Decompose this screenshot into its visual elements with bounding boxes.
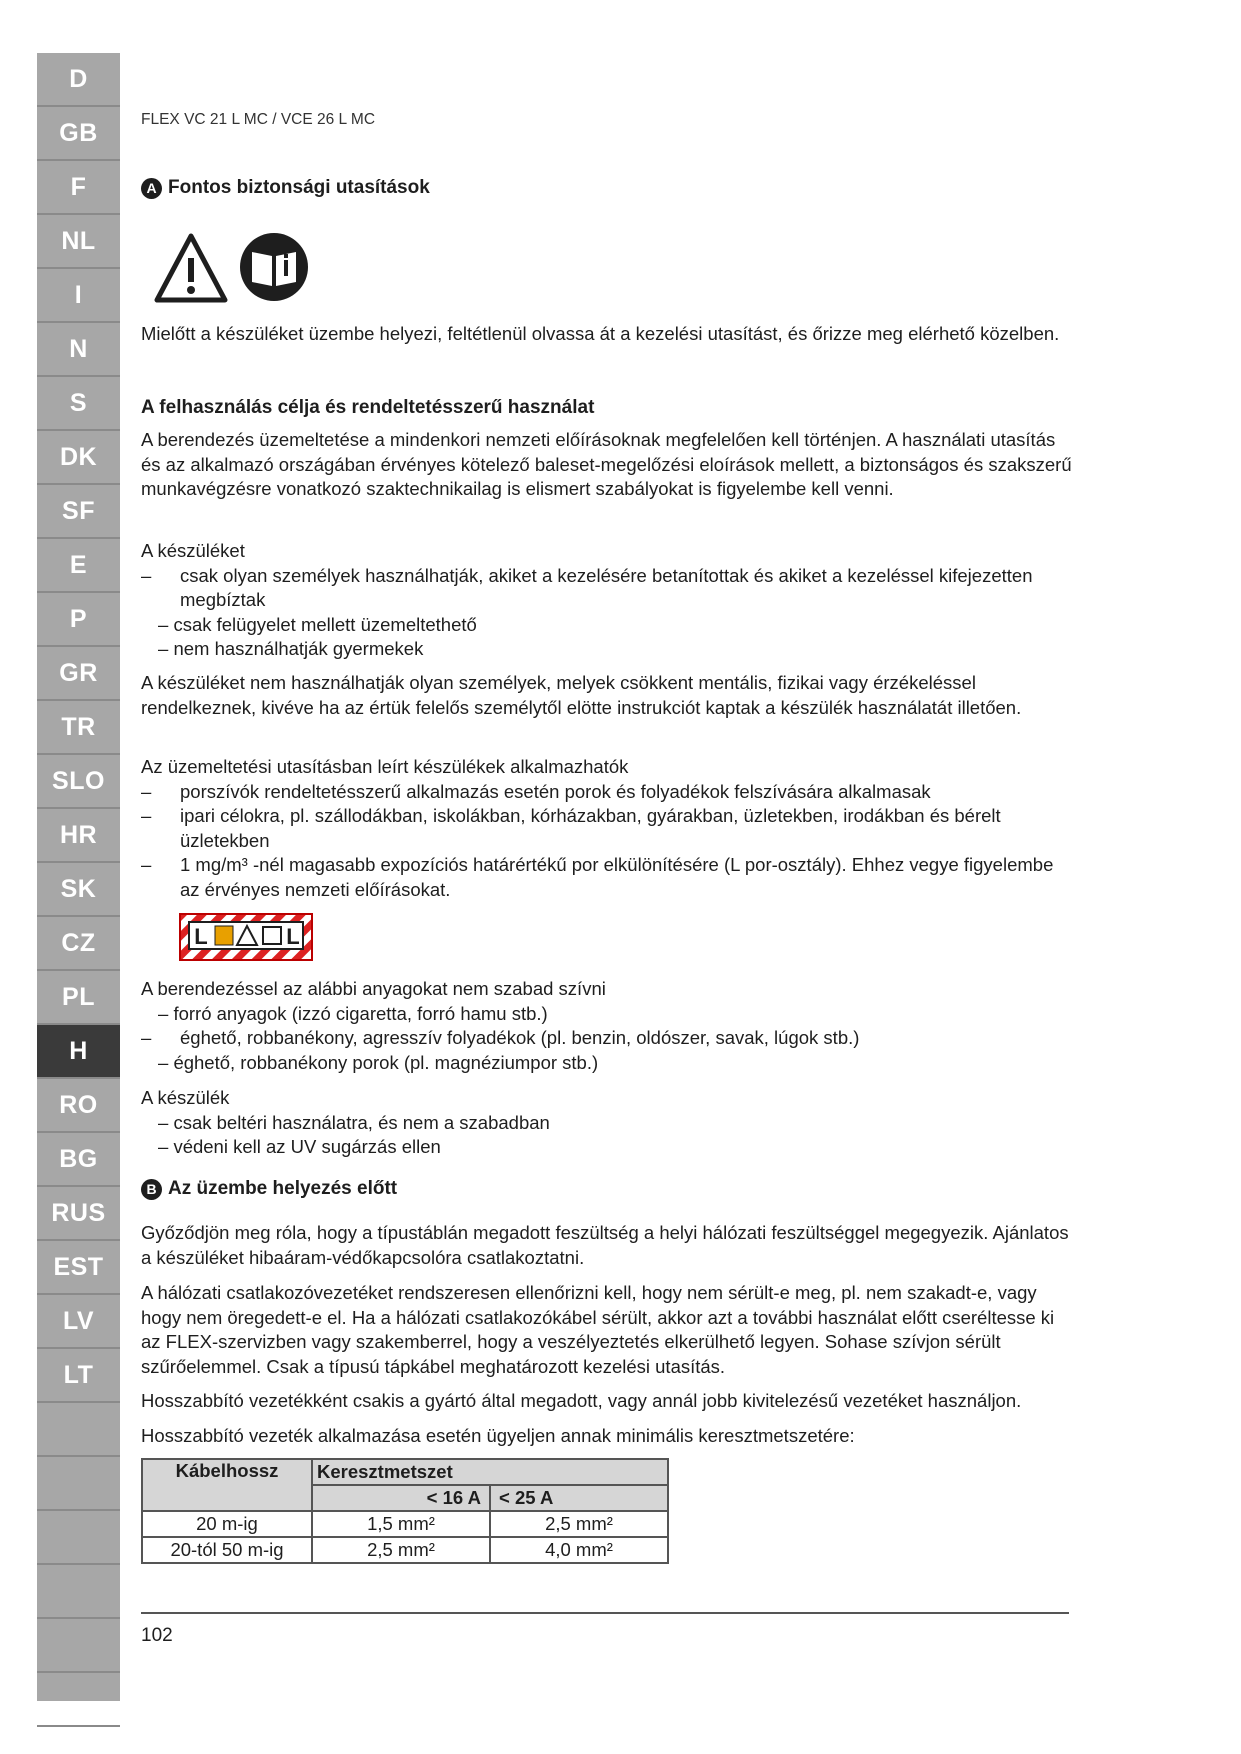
language-tab-ro[interactable]: RO	[37, 1079, 120, 1133]
language-tab-rus[interactable]: RUS	[37, 1187, 120, 1241]
warning-triangle-icon	[157, 236, 225, 300]
language-tab-sf[interactable]: SF	[37, 485, 120, 539]
usage-paragraph: A berendezés üzemeltetése a mindenkori nemzeti előírásoknak megfelelően kell történjen. A használati utasítás és az alkalmazó országában érvényes kötelező baleset-megelőzési eloírások mellett, a biztonságos és szakszerű munkavégzésre vonatkozó szaktechnikailag is elismert szabályokat is figyelembe kell venni.	[141, 429, 1072, 499]
language-tab-lt[interactable]: LT	[37, 1349, 120, 1403]
language-tab-dk[interactable]: DK	[37, 431, 120, 485]
language-tab-gr[interactable]: GR	[37, 647, 120, 701]
table-header-length: Kábelhossz	[142, 1459, 312, 1511]
language-tab-bg[interactable]: BG	[37, 1133, 120, 1187]
page-number: 102	[141, 1625, 173, 1646]
language-tab-s[interactable]: S	[37, 377, 120, 431]
application-list: Az üzemeltetési utasításban leírt készülékek alkalmazhatók – porszívók rendeltetésszerű alkalmazás esetén porok és folyadékok felszívására alkalmasak – ipari célokra, pl. szállodákban, iskolákban, kórházakban, gyárakban, üzletekben, irodákban és bérelt üzletekben – 1 mg/m³ -nél magasabb expozíciós határértékű por elkülönítésére (L por-osztály). Ehhez vegye figyelembe az érvényes nemzeti előírásokat.	[141, 756, 1054, 900]
indoor-use-list: A készülék – csak beltéri használatra, és nem a szabadban – védeni kell az UV sugárzás ellen	[141, 1087, 550, 1157]
footer-divider	[141, 1612, 1069, 1614]
language-tab-i[interactable]: I	[37, 269, 120, 323]
language-tab-empty	[37, 1673, 120, 1727]
language-tab-e[interactable]: E	[37, 539, 120, 593]
language-tab-h[interactable]: H	[37, 1025, 120, 1079]
section-b-title: Az üzembe helyezés előtt	[168, 1178, 398, 1199]
prohibited-materials-list: A berendezéssel az alábbi anyagokat nem szabad szívni – forró anyagok (izzó cigaretta, forró hamu stb.) – éghető, robbanékony, agresszív folyadékok (pl. benzin, oldószer, savak, lúgok stb.) – éghető, robbanékony porok (pl. magnéziumpor stb.)	[141, 978, 860, 1073]
dust-class-right-label: L	[286, 924, 300, 949]
language-tab-f[interactable]: F	[37, 161, 120, 215]
usage-subheading: A felhasználás célja és rendeltetésszerű használat	[141, 397, 595, 418]
language-tab-gb[interactable]: GB	[37, 107, 120, 161]
language-tab-nl[interactable]: NL	[37, 215, 120, 269]
intro-paragraph: Mielőtt a készüléket üzembe helyezi, feltétlenül olvassa át a kezelési utasítást, és őrizze meg elérhető közelben.	[141, 323, 1060, 344]
language-tab-tr[interactable]: TR	[37, 701, 120, 755]
operator-list: A készüléket – csak olyan személyek használhatják, akiket a kezelésére betanítottak és akiket a kezeléssel kifejezetten megbíztak – csak felügyelet mellett üzemeltethető – nem használhatják gyermekek	[141, 540, 1033, 659]
language-tab-sk[interactable]: SK	[37, 863, 120, 917]
section-a-title: Fontos biztonsági utasítások	[168, 177, 430, 198]
table-header-16a: < 16 A	[312, 1485, 490, 1511]
language-tab-hr[interactable]: HR	[37, 809, 120, 863]
language-tab-d[interactable]: D	[37, 53, 120, 107]
read-manual-icon	[240, 233, 308, 301]
document-header: FLEX VC 21 L MC / VCE 26 L MC	[141, 111, 376, 128]
language-tab-p[interactable]: P	[37, 593, 120, 647]
language-tab-empty	[37, 1619, 120, 1673]
cable-check-paragraph: A hálózati csatlakozóvezetéket rendszeresen ellenőrizni kell, hogy nem sérült-e meg, pl. nem szakadt-e, vagy hogy nem öregedett-e el. Ha a hálózati csatlakozókábel sérült, akkor azt a további használat előtt cseréltesse ki az FLEX-szervizben vagy szakemberrel, hogy a veszélyeztetés elkerülhető legyen. Sohase szívjon sérült szűrőelemmel. Csak a típusú tápkábel meghatározott kezelési utasítás.	[141, 1282, 1055, 1377]
table-row: 20-tól 50 m-ig 2,5 mm² 4,0 mm²	[142, 1537, 668, 1563]
cross-section-paragraph: Hosszabbító vezeték alkalmazása esetén ügyeljen annak minimális keresztmetszetére:	[141, 1425, 855, 1446]
extension-cable-paragraph: Hosszabbító vezetékként csakis a gyártó által megadott, vagy annál jobb kivitelezésű vezetéket használjon.	[141, 1390, 1022, 1411]
language-tab-empty	[37, 1403, 120, 1457]
language-tab-pl[interactable]: PL	[37, 971, 120, 1025]
table-header-cross-section: Keresztmetszet	[312, 1459, 668, 1485]
section-a-heading	[141, 177, 430, 199]
section-b-badge: B	[141, 1179, 162, 1200]
dust-class-left-label: L	[194, 924, 208, 949]
language-tab-est[interactable]: EST	[37, 1241, 120, 1295]
table-row: 20 m-ig 1,5 mm² 2,5 mm²	[142, 1511, 668, 1537]
cable-cross-section-table	[141, 1458, 669, 1564]
language-tab-empty	[37, 1511, 120, 1565]
language-sidebar	[37, 53, 120, 1701]
voltage-paragraph: Győződjön meg róla, hogy a típustáblán megadott feszültség a helyi hálózati feszültséggel megegyezik. Ajánlatos a készüléket hibaáram-védőkapcsolóra csatlakoztatni.	[141, 1222, 1069, 1268]
language-tab-slo[interactable]: SLO	[37, 755, 120, 809]
language-tab-empty	[37, 1457, 120, 1511]
language-tab-empty	[37, 1565, 120, 1619]
language-tab-cz[interactable]: CZ	[37, 917, 120, 971]
table-header-25a: < 25 A	[490, 1485, 668, 1511]
section-b-heading	[141, 1178, 397, 1200]
section-a-badge: A	[141, 178, 162, 199]
language-tab-lv[interactable]: LV	[37, 1295, 120, 1349]
language-tab-n[interactable]: N	[37, 323, 120, 377]
restriction-paragraph: A készüléket nem használhatják olyan személyek, melyek csökkent mentális, fizikai vagy érzékeléssel rendelkeznek, kivéve ha az értük felelős személytől elötte instrukciót kaptak a készülék használatát illetően.	[141, 672, 1022, 718]
safety-icons	[153, 232, 313, 304]
dust-class-l-sign	[179, 913, 313, 961]
